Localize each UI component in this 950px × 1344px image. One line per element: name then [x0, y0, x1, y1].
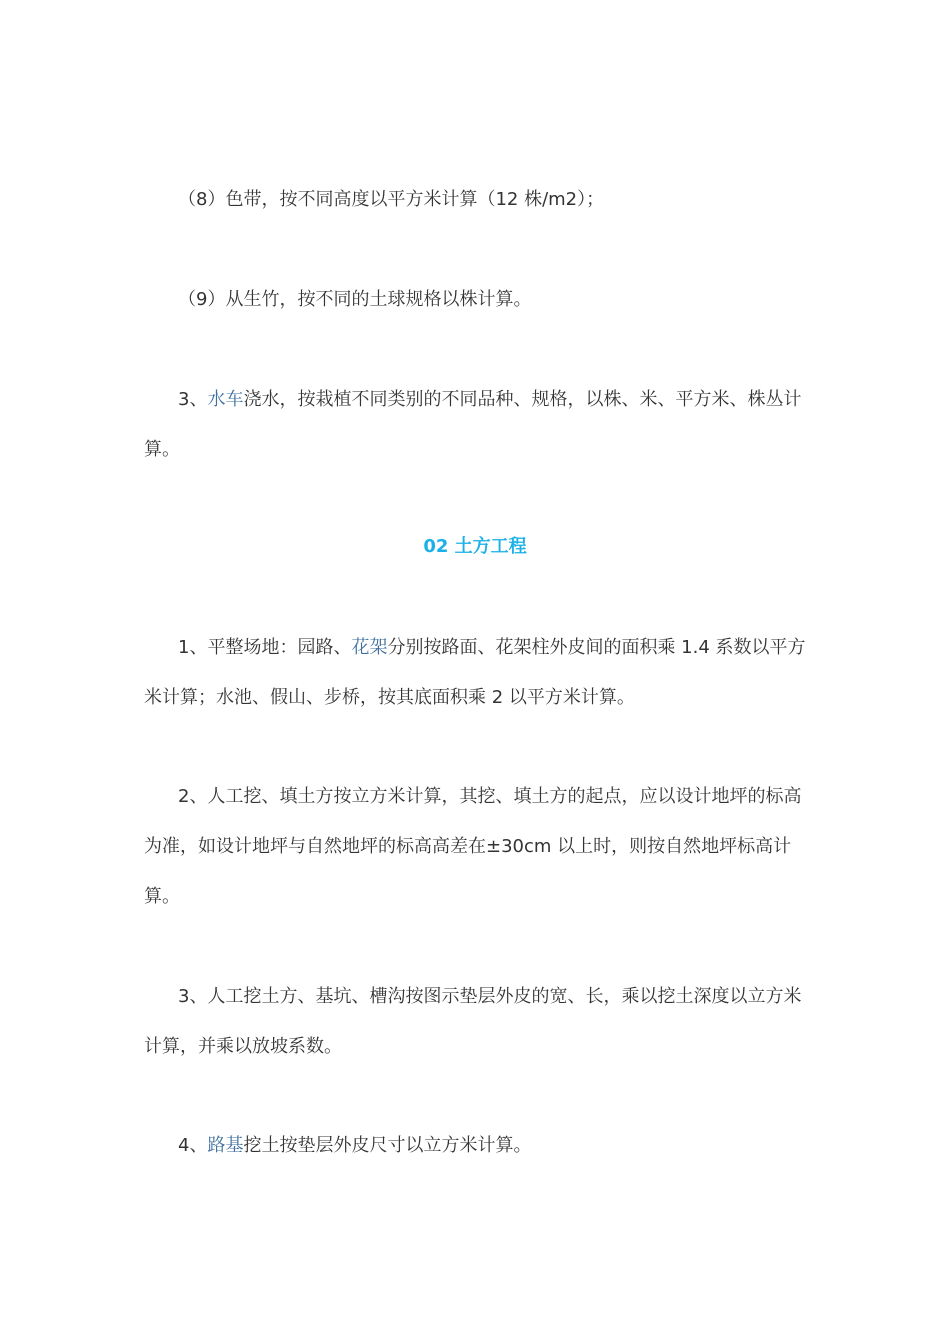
item-3-text: 浇水，按栽植不同类别的不同品种、规格，以株、米、平方米、株丛计算。: [144, 389, 802, 460]
roadbed-link[interactable]: 路基: [207, 1135, 244, 1156]
water-truck-link[interactable]: 水车: [207, 389, 244, 410]
earthwork-item-4-prefix: 4、: [178, 1135, 208, 1156]
trellis-link[interactable]: 花架: [351, 637, 388, 658]
earthwork-item-1-paragraph: [144, 623, 808, 723]
earthwork-item-4-paragraph: [144, 1121, 808, 1171]
earthwork-item-1-prefix: 1、平整场地：园路、: [178, 637, 352, 658]
earthwork-item-1-text: 分别按路面、花架柱外皮间的面积乘 1.4 系数以平方米计算；水池、假山、步桥，按其底面积乘 2 以平方米计算。: [144, 637, 806, 708]
item-3-prefix: 3、: [178, 389, 208, 410]
earthwork-item-4-text: 挖土按垫层外皮尺寸以立方米计算。: [243, 1135, 532, 1156]
item-9-paragraph: （9）从生竹，按不同的土球规格以株计算。: [178, 289, 532, 310]
item-8-paragraph: （8）色带，按不同高度以平方米计算（12 株/m2）；: [178, 189, 605, 210]
section-heading: 02 土方工程: [423, 536, 527, 557]
earthwork-item-2-paragraph: 2、人工挖、填土方按立方米计算，其挖、填土方的起点，应以设计地坪的标高为准，如设计地坪与自然地坪的标高高差在±30cm 以上时，则按自然地坪标高计算。: [144, 786, 802, 907]
earthwork-item-3-paragraph: 3、人工挖土方、基坑、槽沟按图示垫层外皮的宽、长，乘以挖土深度以立方米计算，并乘以放坡系数。: [144, 986, 802, 1057]
item-3-paragraph: [144, 375, 808, 475]
